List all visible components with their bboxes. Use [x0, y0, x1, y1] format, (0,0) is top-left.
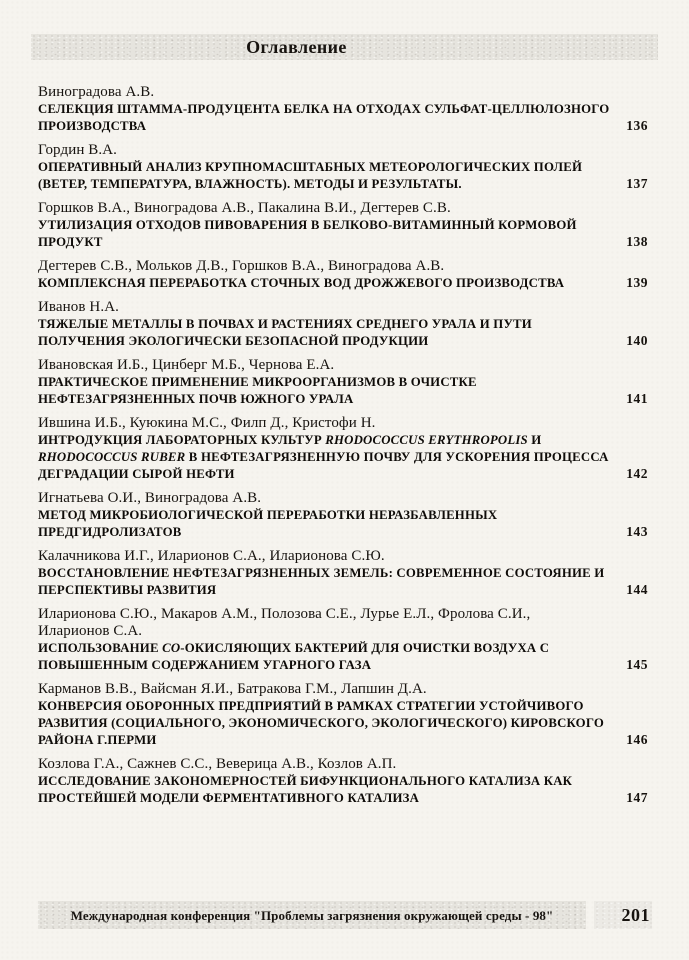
entry-authors: Иванов Н.А.: [38, 299, 119, 315]
entry-authors: Гордин В.А.: [38, 142, 118, 158]
page-title: Оглавление: [246, 37, 347, 57]
footer-band: [38, 901, 586, 929]
header-band: [31, 34, 658, 60]
entry-title: ИСПОЛЬЗОВАНИЕ CO-ОКИСЛЯЮЩИХ БАКТЕРИЙ ДЛЯ ОЧИСТКИ ВОЗДУХА С ПОВЫШЕННЫМ СОДЕРЖАНИЕМ УГАРНОГО ГАЗА: [38, 641, 550, 672]
footer-conference-title: Международная конференция "Проблемы загрязнения окружающей среды - 98": [70, 907, 554, 923]
toc-entry: [38, 142, 648, 193]
toc-entry: [38, 606, 648, 674]
entry-page-number: 136: [626, 118, 648, 133]
entry-authors: Игнатьева О.И., Виноградова А.В.: [38, 490, 262, 506]
entry-authors: Иларионова С.Ю., Макаров А.М., Полозова С.Е., Лурье Е.Л., Фролова С.И., Иларионов С.А.: [38, 606, 531, 639]
entry-authors: Карманов В.В., Вайсман Я.И., Батракова Г.М., Лапшин Д.А.: [38, 681, 427, 697]
entry-page-number: 143: [626, 524, 648, 539]
entry-page-number: 141: [626, 391, 648, 406]
entry-title: ИССЛЕДОВАНИЕ ЗАКОНОМЕРНОСТЕЙ БИФУНКЦИОНАЛЬНОГО КАТАЛИЗА КАК ПРОСТЕЙШЕЙ МОДЕЛИ ФЕРМЕНТАТИВНОГО КАТАЛИЗА: [38, 774, 573, 805]
entry-authors: Виноградова А.В.: [38, 84, 155, 100]
footer-page-number: 201: [594, 901, 652, 929]
toc-entry: [38, 548, 648, 599]
entry-title: СЕЛЕКЦИЯ ШТАММА-ПРОДУЦЕНТА БЕЛКА НА ОТХОДАХ СУЛЬФАТ-ЦЕЛЛЮЛОЗНОГО ПРОИЗВОДСТВА: [38, 102, 610, 133]
entry-page-number: 146: [626, 732, 648, 747]
entry-authors: Козлова Г.А., Сажнев С.С., Веверица А.В., Козлов А.П.: [38, 756, 397, 772]
toc-entry: [38, 756, 648, 807]
entry-authors: Калачникова И.Г., Иларионов С.А., Иларионова С.Ю.: [38, 548, 385, 564]
toc-entry: [38, 681, 648, 749]
footer: [38, 901, 652, 929]
entry-title: УТИЛИЗАЦИЯ ОТХОДОВ ПИВОВАРЕНИЯ В БЕЛКОВО-ВИТАМИННЫЙ КОРМОВОЙ ПРОДУКТ: [38, 218, 577, 249]
toc-entry: [38, 258, 648, 292]
toc-entries: [38, 84, 648, 814]
entry-authors: Ивановская И.Б., Цинберг М.Б., Чернова Е.А.: [38, 357, 335, 373]
entry-page-number: 137: [626, 176, 648, 191]
entry-page-number: 142: [626, 466, 648, 481]
entry-page-number: 147: [626, 790, 648, 805]
entry-title: КОНВЕРСИЯ ОБОРОННЫХ ПРЕДПРИЯТИЙ В РАМКАХ СТРАТЕГИИ УСТОЙЧИВОГО РАЗВИТИЯ (СОЦИАЛЬНОГО, ЭКОНОМИЧЕСКОГО, ЭКОЛОГИЧЕСКОГО) КИРОВСКОГО РАЙОНА Г.ПЕРМИ: [38, 699, 605, 747]
toc-entry: [38, 415, 648, 483]
entry-title: ОПЕРАТИВНЫЙ АНАЛИЗ КРУПНОМАСШТАБНЫХ МЕТЕОРОЛОГИЧЕСКИХ ПОЛЕЙ (ВЕТЕР, ТЕМПЕРАТУРА, ВЛАЖНОСТЬ). МЕТОДЫ И РЕЗУЛЬТАТЫ.: [38, 160, 583, 191]
toc-entry: [38, 84, 648, 135]
entry-page-number: 145: [626, 657, 648, 672]
toc-entry: [38, 357, 648, 408]
entry-title: КОМПЛЕКСНАЯ ПЕРЕРАБОТКА СТОЧНЫХ ВОД ДРОЖЖЕВОГО ПРОИЗВОДСТВА: [38, 276, 565, 290]
entry-title: ТЯЖЕЛЫЕ МЕТАЛЛЫ В ПОЧВАХ И РАСТЕНИЯХ СРЕДНЕГО УРАЛА И ПУТИ ПОЛУЧЕНИЯ ЭКОЛОГИЧЕСКИ БЕЗОПАСНОЙ ПРОДУКЦИИ: [38, 317, 532, 348]
toc-entry: [38, 200, 648, 251]
entry-authors: Ившина И.Б., Куюкина М.С., Филп Д., Кристофи Н.: [38, 415, 376, 431]
toc-entry: [38, 299, 648, 350]
entry-title: ИНТРОДУКЦИЯ ЛАБОРАТОРНЫХ КУЛЬТУР RHODOCOCCUS ERYTHROPOLIS И RHODOCOCCUS RUBER В НЕФТЕЗАГРЯЗНЕННУЮ ПОЧВУ ДЛЯ УСКОРЕНИЯ ПРОЦЕССА ДЕГРАДАЦИИ СЫРОЙ НЕФТИ: [38, 433, 609, 481]
toc-entry: [38, 490, 648, 541]
entry-authors: Дегтерев С.В., Мольков Д.В., Горшков В.А., Виноградова А.В.: [38, 258, 445, 274]
entry-page-number: 138: [626, 234, 648, 249]
entry-title: ВОССТАНОВЛЕНИЕ НЕФТЕЗАГРЯЗНЕННЫХ ЗЕМЕЛЬ: СОВРЕМЕННОЕ СОСТОЯНИЕ И ПЕРСПЕКТИВЫ РАЗВИТИЯ: [38, 566, 605, 597]
entry-title: МЕТОД МИКРОБИОЛОГИЧЕСКОЙ ПЕРЕРАБОТКИ НЕРАЗБАВЛЕННЫХ ПРЕДГИДРОЛИЗАТОВ: [38, 508, 498, 539]
entry-page-number: 139: [626, 275, 648, 290]
entry-page-number: 140: [626, 333, 648, 348]
entry-title: ПРАКТИЧЕСКОЕ ПРИМЕНЕНИЕ МИКРООРГАНИЗМОВ В ОЧИСТКЕ НЕФТЕЗАГРЯЗНЕННЫХ ПОЧВ ЮЖНОГО УРАЛА: [38, 375, 477, 406]
entry-page-number: 144: [626, 582, 648, 597]
entry-authors: Горшков В.А., Виноградова А.В., Пакалина В.И., Дегтерев С.В.: [38, 200, 451, 216]
